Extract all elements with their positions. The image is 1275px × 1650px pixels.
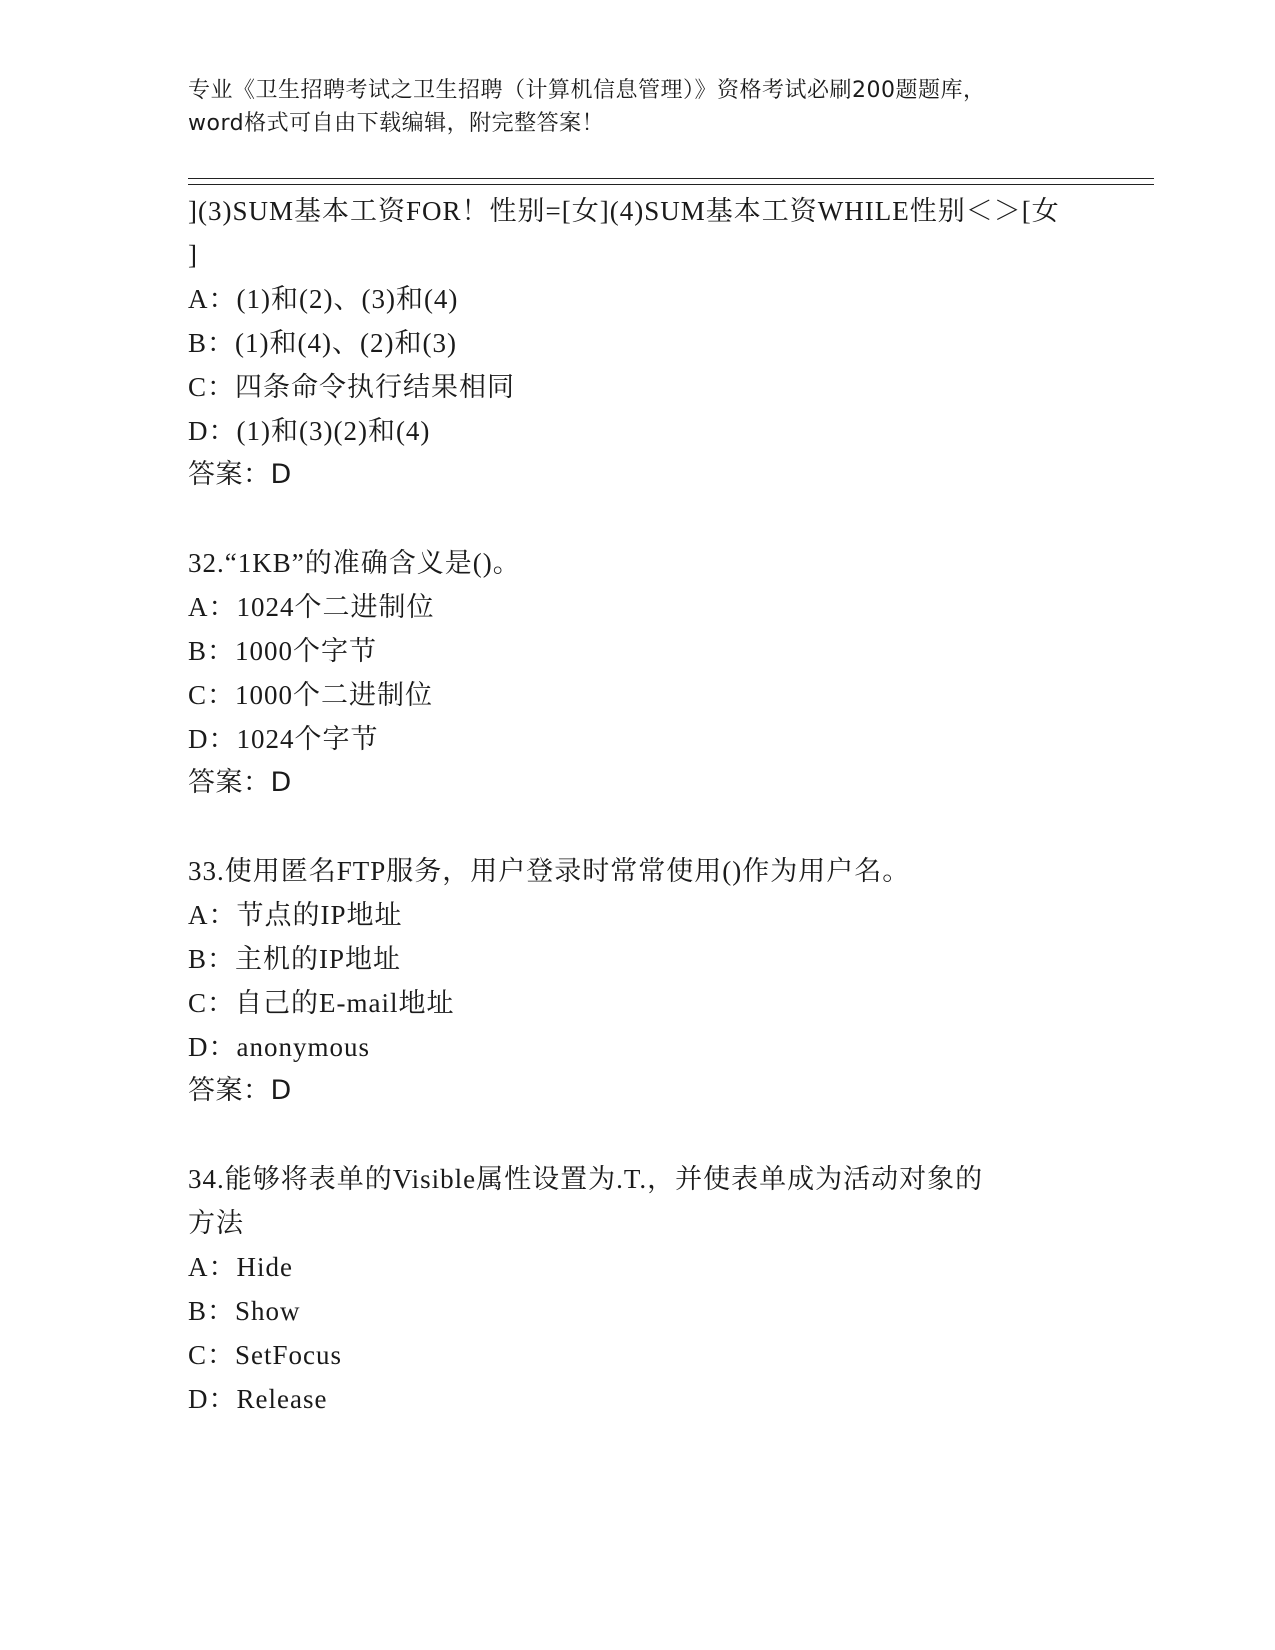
header-title-line-2: word格式可自由下载编辑，附完整答案！ — [188, 111, 605, 136]
header-divider-bottom — [188, 184, 1154, 185]
q33-question: 33.使用匿名FTP服务，用户登录时常常使用()作为用户名。 — [188, 856, 911, 886]
q34-option-c: C：SetFocus — [188, 1340, 343, 1370]
q34-option-d: D：Release — [188, 1384, 328, 1414]
q33-option-c: C：自己的E-mail地址 — [188, 988, 455, 1018]
header-title-line-1: 专业《卫生招聘考试之卫生招聘（计算机信息管理）》资格考试必刷200题题库， — [188, 78, 986, 103]
q32-option-a: A：1024个二进制位 — [188, 592, 435, 622]
q32-option-d: D：1024个字节 — [188, 724, 379, 754]
q33-option-a: A：节点的IP地址 — [188, 900, 403, 930]
q31-continuation-line-1: ](3)SUM基本工资FOR！性别=[女](4)SUM基本工资WHILE性别＜＞[女 — [188, 196, 1060, 226]
q31-continuation-line-2: ] — [188, 240, 198, 270]
q33-answer: 答案：D — [188, 1075, 292, 1106]
q32-option-c: C：1000个二进制位 — [188, 680, 434, 710]
q33-option-b: B：主机的IP地址 — [188, 944, 402, 974]
q31-option-a: A：(1)和(2)、(3)和(4) — [188, 284, 459, 314]
q31-answer: 答案：D — [188, 459, 292, 490]
header-divider-top — [188, 178, 1154, 179]
q34-option-a: A：Hide — [188, 1252, 293, 1282]
q34-question-line-2: 方法 — [188, 1208, 244, 1238]
q34-question-line-1: 34.能够将表单的Visible属性设置为.T.，并使表单成为活动对象的 — [188, 1164, 984, 1194]
q34-option-b: B：Show — [188, 1296, 301, 1326]
q32-answer: 答案：D — [188, 767, 292, 798]
q32-question: 32.“1KB”的准确含义是()。 — [188, 548, 521, 578]
document-header — [188, 74, 1088, 140]
q31-option-c: C：四条命令执行结果相同 — [188, 372, 516, 402]
q31-option-b: B：(1)和(4)、(2)和(3) — [188, 328, 457, 358]
q32-option-b: B：1000个字节 — [188, 636, 378, 666]
q33-option-d: D：anonymous — [188, 1032, 370, 1062]
q31-option-d: D：(1)和(3)(2)和(4) — [188, 416, 431, 446]
